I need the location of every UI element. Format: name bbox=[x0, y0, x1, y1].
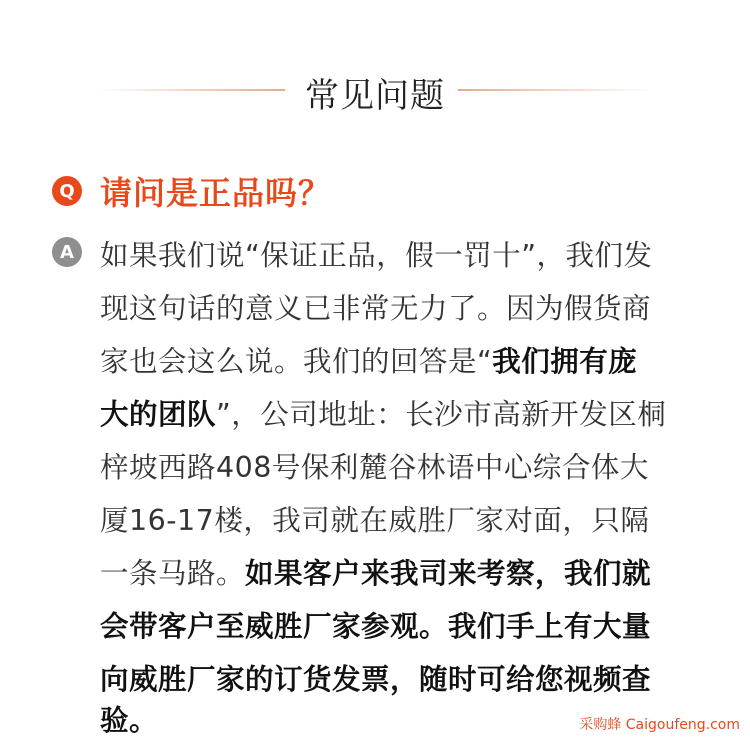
watermark-en: Caigoufeng.com bbox=[621, 717, 740, 733]
question-text: 请问是正品吗？ bbox=[100, 174, 332, 212]
answer-emphasis: 大的团队 bbox=[100, 398, 217, 431]
answer-emphasis: 验。 bbox=[100, 704, 159, 737]
header-divider-left bbox=[95, 89, 285, 91]
answer-emphasis: 向威胜厂家的订货发票，随时可给您视频查 bbox=[100, 663, 652, 696]
answer-emphasis: 会带客户至威胜厂家参观。我们手上有大量 bbox=[100, 610, 652, 643]
answer-line-6: 厦16-17楼，我司就在威胜厂家对面，只隔 bbox=[100, 504, 650, 537]
answer-emphasis: 如果客户来我司来考察，我们就 bbox=[245, 557, 652, 590]
answer-line-7: 一条马路。如果客户来我司来考察，我们就 bbox=[100, 557, 652, 590]
section-title: 常见问题 bbox=[305, 76, 445, 116]
question-badge-icon: Q bbox=[52, 176, 82, 206]
answer-line-10 bbox=[100, 698, 158, 739]
answer-emphasis: 我们拥有庞 bbox=[492, 345, 638, 378]
watermark bbox=[579, 714, 740, 734]
watermark-cn: 采购蜂 bbox=[579, 717, 622, 733]
answer-line-4: 大的团队”，公司地址：长沙市高新开发区桐 bbox=[100, 398, 667, 431]
section-header bbox=[0, 62, 750, 118]
answer-line-8 bbox=[100, 604, 651, 645]
answer-line-9 bbox=[100, 657, 651, 698]
answer-line-1: 如果我们说“保证正品，假一罚十”，我们发 bbox=[100, 239, 653, 272]
header-divider-right bbox=[458, 89, 653, 91]
answer-line-2: 现这句话的意义已非常无力了。因为假货商 bbox=[100, 292, 652, 325]
answer-badge-icon: A bbox=[52, 237, 82, 267]
answer-line-3: 家也会这么说。我们的回答是“我们拥有庞 bbox=[100, 345, 638, 378]
answer-line-5: 梓坡西路408号保利麓谷林语中心综合体大 bbox=[100, 451, 649, 484]
